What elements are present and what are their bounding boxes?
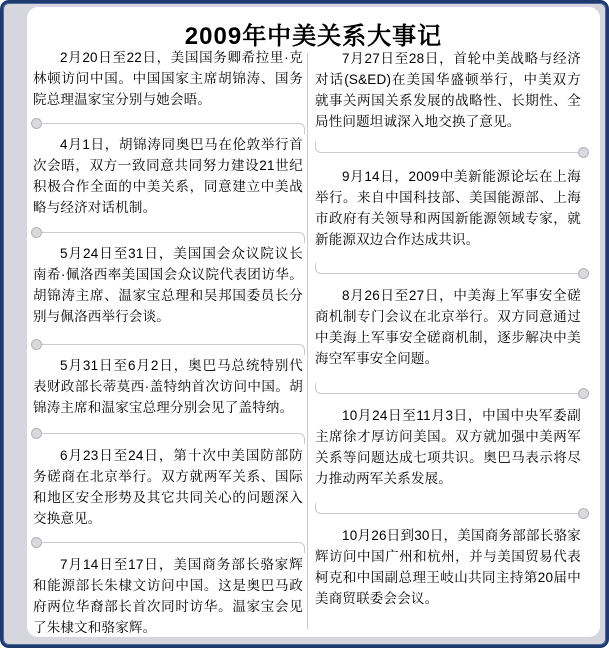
timeline-divider <box>33 542 305 552</box>
timeline-bullet-icon <box>31 428 42 439</box>
timeline-divider <box>315 264 587 274</box>
left-column <box>33 7 305 637</box>
timeline-bullet-icon <box>578 508 589 519</box>
timeline-bullet-icon <box>31 537 42 548</box>
timeline-divider <box>315 143 587 153</box>
timeline-rule <box>315 142 578 153</box>
timeline-rule <box>42 123 305 134</box>
timeline-bullet-icon <box>578 147 589 158</box>
timeline-rule <box>42 542 305 553</box>
event-entry: 9月14日，2009中美新能源论坛在上海举行。来自中国科技部、美国能源部、上海市政府有关领导和两国新能源领域专家，就新能源双边合作达成共识。 <box>315 169 581 247</box>
event-entry: 5月31日至6月2日，奥巴马总统特别代表财政部长蒂莫西·盖特纳首次访问中国。胡锦涛主席和温家宝总理分别会见了盖特纳。 <box>33 358 303 415</box>
timeline-bullet-icon <box>578 268 589 279</box>
event-entry: 2月20日至22日，美国国务卿希拉里·克林顿访问中国。中国国家主席胡锦涛、国务院总理温家宝分别与她会晤。 <box>33 50 303 107</box>
page-title: 2009年中美关系大事记 <box>184 23 443 50</box>
event-entry: 7月27日至28日，首轮中美战略与经济对话(S&ED)在美国华盛顿举行，中美双方就事关两国关系发展的战略性、长期性、全局性问题坦诚深入地交换了意见。 <box>315 51 581 129</box>
event-entry: 10月24日至11月3日，中国中央军委副主席徐才厚访问美国。双方就加强中美两军关系等问题达成七项共识。奥巴马表示将尽力推动两军关系发展。 <box>315 408 581 486</box>
timeline-rule <box>42 344 305 355</box>
timeline-bullet-icon <box>578 388 589 399</box>
timeline-divider <box>33 232 305 242</box>
event-entry: 7月14日至17日，美国商务部长骆家辉和能源部长朱棣文访问中国。这是奥巴马政府两位华裔部长首次同时访华。温家宝会见了朱棣文和骆家辉。 <box>33 557 303 635</box>
timeline-divider <box>33 433 305 443</box>
timeline-divider <box>33 344 305 354</box>
timeline-rule <box>315 263 578 274</box>
timeline-bullet-icon <box>31 118 42 129</box>
timeline-divider <box>33 123 305 133</box>
column-divider-line <box>307 53 308 629</box>
event-entry: 6月23日至24日，第十次中美国防部防务磋商在北京举行。双方就两军关系、国际和地区安全形势及其它共同关心的问题深入交换意见。 <box>33 448 303 526</box>
timeline-rule <box>42 232 305 243</box>
timeline-rule <box>315 503 578 514</box>
event-entry: 8月26日至27日，中美海上军事安全磋商机制专门会议在北京举行。双方同意通过中美海上军事安全磋商机制，逐步解决中美海空军事安全问题。 <box>315 288 581 366</box>
event-entry: 5月24日至31日，美国国会众议院议长南希·佩洛西率美国国会众议院代表团访华。胡锦涛主席、温家宝总理和吴邦国委员长分别与佩洛西举行会谈。 <box>33 246 303 324</box>
timeline-bullet-icon <box>31 227 42 238</box>
timeline-divider <box>315 384 587 394</box>
timeline-rule <box>42 433 305 444</box>
event-entry: 10月26日到30日，美国商务部部长骆家辉访问中国广州和杭州，并与美国贸易代表柯克和中国副总理王岐山共同主持第20届中美商贸联委会会议。 <box>315 528 581 606</box>
content-panel <box>27 7 600 637</box>
event-entry: 4月1日，胡锦涛同奥巴马在伦敦举行首次会晤，双方一致同意共同努力建设21世纪积极合作全面的中美关系，同意建立中美战略与经济对话机制。 <box>33 137 303 215</box>
right-column <box>315 7 587 637</box>
timeline-divider <box>315 504 587 514</box>
timeline-bullet-icon <box>31 339 42 350</box>
timeline-rule <box>315 383 578 394</box>
